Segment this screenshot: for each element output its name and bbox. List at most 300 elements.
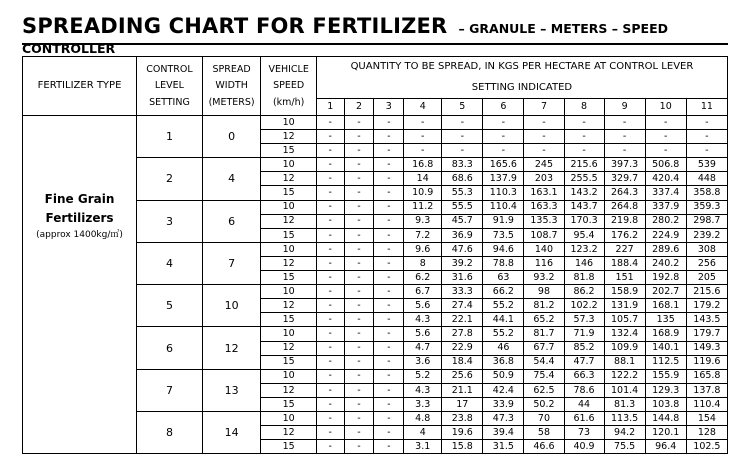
quantity-cell: 4.3 bbox=[404, 313, 442, 327]
quantity-cell: - bbox=[374, 144, 404, 158]
quantity-cell: 245 bbox=[524, 158, 564, 172]
quantity-cell: 31.5 bbox=[483, 440, 524, 454]
quantity-cell: 264.3 bbox=[604, 186, 645, 200]
quantity-cell: 17 bbox=[442, 397, 483, 411]
vehicle-speed-cell: 15 bbox=[261, 186, 316, 200]
quantity-cell: 4.3 bbox=[404, 383, 442, 397]
quantity-cell: - bbox=[404, 144, 442, 158]
quantity-cell: 227 bbox=[604, 242, 645, 256]
quantity-cell: 149.3 bbox=[686, 341, 727, 355]
quantity-cell: 101.4 bbox=[604, 383, 645, 397]
quantity-cell: 108.7 bbox=[524, 228, 564, 242]
header-control-level-line1: CONTROL bbox=[146, 63, 193, 75]
quantity-cell: 85.2 bbox=[564, 341, 604, 355]
quantity-cell: - bbox=[316, 397, 344, 411]
quantity-cell: 58 bbox=[524, 426, 564, 440]
setting-header-7: 7 bbox=[524, 99, 564, 116]
quantity-cell: 44.1 bbox=[483, 313, 524, 327]
setting-header-8: 8 bbox=[564, 99, 604, 116]
vehicle-speed-cell: 10 bbox=[261, 200, 316, 214]
vehicle-speed-cell: 15 bbox=[261, 271, 316, 285]
quantity-cell: 42.4 bbox=[483, 383, 524, 397]
quantity-cell: 264.8 bbox=[604, 200, 645, 214]
quantity-cell: 155.9 bbox=[645, 369, 686, 383]
quantity-cell: 203 bbox=[524, 172, 564, 186]
quantity-cell: - bbox=[316, 426, 344, 440]
control-level-cell: 5 bbox=[137, 285, 203, 327]
quantity-cell: 358.8 bbox=[686, 186, 727, 200]
quantity-cell: - bbox=[344, 172, 374, 186]
setting-header-2: 2 bbox=[344, 99, 374, 116]
quantity-cell: 144.8 bbox=[645, 411, 686, 425]
quantity-cell: - bbox=[316, 214, 344, 228]
fertilizer-density-note: (approx 1400kg/㎥) bbox=[36, 230, 123, 241]
quantity-cell: 96.4 bbox=[645, 440, 686, 454]
header-spread-width-line3: (METERS) bbox=[208, 96, 255, 108]
fertilizer-type-cell bbox=[23, 116, 137, 454]
title-subtitle: – GRANULE – METERS – SPEED CONTROLLER bbox=[22, 21, 669, 56]
quantity-cell: 397.3 bbox=[604, 158, 645, 172]
quantity-cell: 66.3 bbox=[564, 369, 604, 383]
control-level-cell: 3 bbox=[137, 200, 203, 242]
quantity-cell: 308 bbox=[686, 242, 727, 256]
quantity-cell: 163.1 bbox=[524, 186, 564, 200]
quantity-cell: - bbox=[374, 355, 404, 369]
quantity-cell: - bbox=[344, 355, 374, 369]
quantity-cell: - bbox=[316, 285, 344, 299]
quantity-cell: - bbox=[316, 411, 344, 425]
quantity-cell: 50.9 bbox=[483, 369, 524, 383]
quantity-cell: 73 bbox=[564, 426, 604, 440]
quantity-cell: 27.4 bbox=[442, 299, 483, 313]
quantity-cell: 83.3 bbox=[442, 158, 483, 172]
quantity-cell: 151 bbox=[604, 271, 645, 285]
quantity-cell: 170.3 bbox=[564, 214, 604, 228]
header-vehicle-speed bbox=[261, 57, 316, 116]
vehicle-speed-cell: 10 bbox=[261, 242, 316, 256]
quantity-cell: 113.5 bbox=[604, 411, 645, 425]
quantity-cell: 129.3 bbox=[645, 383, 686, 397]
quantity-cell: 219.8 bbox=[604, 214, 645, 228]
quantity-cell: - bbox=[374, 397, 404, 411]
quantity-cell: 46.6 bbox=[524, 440, 564, 454]
control-level-cell: 4 bbox=[137, 242, 203, 284]
quantity-cell: 4.8 bbox=[404, 411, 442, 425]
quantity-cell: 5.2 bbox=[404, 369, 442, 383]
quantity-cell: 94.6 bbox=[483, 242, 524, 256]
vehicle-speed-cell: 12 bbox=[261, 299, 316, 313]
quantity-cell: 298.7 bbox=[686, 214, 727, 228]
quantity-cell: - bbox=[604, 130, 645, 144]
quantity-cell: 75.5 bbox=[604, 440, 645, 454]
quantity-cell: - bbox=[344, 200, 374, 214]
vehicle-speed-cell: 15 bbox=[261, 355, 316, 369]
quantity-cell: - bbox=[316, 355, 344, 369]
quantity-cell: 110.4 bbox=[483, 200, 524, 214]
quantity-cell: 102.5 bbox=[686, 440, 727, 454]
quantity-cell: - bbox=[604, 144, 645, 158]
quantity-cell: - bbox=[316, 130, 344, 144]
quantity-cell: 8 bbox=[404, 256, 442, 270]
quantity-cell: 137.9 bbox=[483, 172, 524, 186]
title-underline bbox=[22, 43, 728, 45]
quantity-cell: - bbox=[524, 144, 564, 158]
quantity-cell: 143.7 bbox=[564, 200, 604, 214]
quantity-cell: 93.2 bbox=[524, 271, 564, 285]
vehicle-speed-cell: 15 bbox=[261, 228, 316, 242]
quantity-cell: 120.1 bbox=[645, 426, 686, 440]
quantity-cell: 22.9 bbox=[442, 341, 483, 355]
quantity-cell: 420.4 bbox=[645, 172, 686, 186]
quantity-cell: 135.3 bbox=[524, 214, 564, 228]
quantity-cell: - bbox=[316, 271, 344, 285]
quantity-cell: 21.1 bbox=[442, 383, 483, 397]
quantity-cell: - bbox=[344, 341, 374, 355]
vehicle-speed-cell: 12 bbox=[261, 172, 316, 186]
quantity-cell: 5.6 bbox=[404, 327, 442, 341]
vehicle-speed-cell: 15 bbox=[261, 313, 316, 327]
quantity-cell: 14 bbox=[404, 172, 442, 186]
quantity-cell: 81.8 bbox=[564, 271, 604, 285]
quantity-cell: - bbox=[404, 130, 442, 144]
quantity-cell: 205 bbox=[686, 271, 727, 285]
header-spread-width-line2: WIDTH bbox=[215, 80, 248, 92]
quantity-cell: - bbox=[374, 228, 404, 242]
quantity-cell: 135 bbox=[645, 313, 686, 327]
quantity-cell: - bbox=[344, 116, 374, 130]
quantity-cell: - bbox=[316, 327, 344, 341]
quantity-cell: 88.1 bbox=[604, 355, 645, 369]
quantity-cell: 61.6 bbox=[564, 411, 604, 425]
quantity-cell: 27.8 bbox=[442, 327, 483, 341]
quantity-cell: 11.2 bbox=[404, 200, 442, 214]
quantity-cell: 158.9 bbox=[604, 285, 645, 299]
setting-header-11: 11 bbox=[686, 99, 727, 116]
quantity-cell: 16.8 bbox=[404, 158, 442, 172]
quantity-cell: - bbox=[564, 130, 604, 144]
quantity-cell: 4.7 bbox=[404, 341, 442, 355]
quantity-cell: - bbox=[645, 144, 686, 158]
quantity-cell: 448 bbox=[686, 172, 727, 186]
quantity-cell: 165.6 bbox=[483, 158, 524, 172]
quantity-cell: 65.2 bbox=[524, 313, 564, 327]
quantity-cell: 359.3 bbox=[686, 200, 727, 214]
quantity-cell: 18.4 bbox=[442, 355, 483, 369]
quantity-cell: 33.9 bbox=[483, 397, 524, 411]
quantity-cell: - bbox=[374, 341, 404, 355]
quantity-cell: 168.9 bbox=[645, 327, 686, 341]
quantity-cell: 36.9 bbox=[442, 228, 483, 242]
vehicle-speed-cell: 12 bbox=[261, 256, 316, 270]
quantity-cell: - bbox=[316, 228, 344, 242]
spread-width-cell: 7 bbox=[202, 242, 261, 284]
quantity-cell: - bbox=[564, 144, 604, 158]
title-main: SPREADING CHART FOR FERTILIZER bbox=[22, 14, 448, 38]
quantity-cell: 179.2 bbox=[686, 299, 727, 313]
quantity-cell: 176.2 bbox=[604, 228, 645, 242]
quantity-cell: 78.8 bbox=[483, 256, 524, 270]
quantity-cell: - bbox=[374, 299, 404, 313]
quantity-cell: 63 bbox=[483, 271, 524, 285]
quantity-cell: 192.8 bbox=[645, 271, 686, 285]
quantity-cell: 109.9 bbox=[604, 341, 645, 355]
quantity-cell: 165.8 bbox=[686, 369, 727, 383]
quantity-cell: 110.3 bbox=[483, 186, 524, 200]
quantity-cell: 54.4 bbox=[524, 355, 564, 369]
quantity-cell: 539 bbox=[686, 158, 727, 172]
header-quantity-line1: QUANTITY TO BE SPREAD, IN KGS PER HECTARE AT CONTROL LEVER bbox=[316, 57, 727, 78]
spread-width-cell: 0 bbox=[202, 116, 261, 158]
quantity-cell: 123.2 bbox=[564, 242, 604, 256]
quantity-cell: 55.3 bbox=[442, 186, 483, 200]
quantity-cell: 25.6 bbox=[442, 369, 483, 383]
quantity-cell: 98 bbox=[524, 285, 564, 299]
quantity-cell: 33.3 bbox=[442, 285, 483, 299]
quantity-cell: 81.2 bbox=[524, 299, 564, 313]
quantity-cell: 119.6 bbox=[686, 355, 727, 369]
header-vehicle-speed-line2: SPEED bbox=[273, 80, 305, 92]
quantity-cell: - bbox=[442, 130, 483, 144]
quantity-cell: 105.7 bbox=[604, 313, 645, 327]
quantity-cell: - bbox=[344, 256, 374, 270]
quantity-cell: 7.2 bbox=[404, 228, 442, 242]
quantity-cell: 143.5 bbox=[686, 313, 727, 327]
quantity-cell: - bbox=[316, 256, 344, 270]
quantity-cell: - bbox=[344, 242, 374, 256]
quantity-cell: 110.4 bbox=[686, 397, 727, 411]
setting-header-1: 1 bbox=[316, 99, 344, 116]
quantity-cell: 50.2 bbox=[524, 397, 564, 411]
quantity-cell: 6.2 bbox=[404, 271, 442, 285]
quantity-cell: 39.4 bbox=[483, 426, 524, 440]
quantity-cell: - bbox=[316, 440, 344, 454]
spread-width-cell: 12 bbox=[202, 327, 261, 369]
quantity-cell: 55.2 bbox=[483, 299, 524, 313]
quantity-cell: 47.7 bbox=[564, 355, 604, 369]
quantity-cell: 143.2 bbox=[564, 186, 604, 200]
quantity-cell: - bbox=[442, 116, 483, 130]
quantity-cell: 68.6 bbox=[442, 172, 483, 186]
vehicle-speed-cell: 10 bbox=[261, 158, 316, 172]
quantity-cell: 506.8 bbox=[645, 158, 686, 172]
setting-header-9: 9 bbox=[604, 99, 645, 116]
quantity-cell: - bbox=[316, 383, 344, 397]
quantity-cell: 31.6 bbox=[442, 271, 483, 285]
quantity-cell: 3.3 bbox=[404, 397, 442, 411]
quantity-cell: 95.4 bbox=[564, 228, 604, 242]
header-control-level bbox=[137, 57, 203, 116]
header-spread-width-line1: SPREAD bbox=[212, 63, 251, 75]
quantity-cell: - bbox=[344, 228, 374, 242]
quantity-cell: 81.3 bbox=[604, 397, 645, 411]
quantity-cell: - bbox=[316, 242, 344, 256]
quantity-cell: 39.2 bbox=[442, 256, 483, 270]
quantity-cell: - bbox=[344, 411, 374, 425]
quantity-cell: - bbox=[374, 214, 404, 228]
quantity-cell: 202.7 bbox=[645, 285, 686, 299]
control-level-cell: 6 bbox=[137, 327, 203, 369]
quantity-cell: - bbox=[483, 144, 524, 158]
quantity-cell: 23.8 bbox=[442, 411, 483, 425]
quantity-cell: 91.9 bbox=[483, 214, 524, 228]
quantity-cell: 132.4 bbox=[604, 327, 645, 341]
quantity-cell: 62.5 bbox=[524, 383, 564, 397]
quantity-cell: - bbox=[374, 313, 404, 327]
quantity-cell: - bbox=[316, 144, 344, 158]
quantity-cell: 337.4 bbox=[645, 186, 686, 200]
fertilizer-name-line1: Fine Grain bbox=[44, 192, 115, 206]
quantity-cell: 102.2 bbox=[564, 299, 604, 313]
quantity-cell: - bbox=[316, 369, 344, 383]
quantity-cell: 6.7 bbox=[404, 285, 442, 299]
vehicle-speed-cell: 10 bbox=[261, 327, 316, 341]
quantity-cell: 256 bbox=[686, 256, 727, 270]
vehicle-speed-cell: 12 bbox=[261, 341, 316, 355]
quantity-cell: 289.6 bbox=[645, 242, 686, 256]
quantity-cell: 140.1 bbox=[645, 341, 686, 355]
quantity-cell: - bbox=[374, 116, 404, 130]
quantity-cell: - bbox=[344, 271, 374, 285]
quantity-cell: 78.6 bbox=[564, 383, 604, 397]
quantity-cell: - bbox=[374, 186, 404, 200]
vehicle-speed-cell: 12 bbox=[261, 214, 316, 228]
quantity-cell: - bbox=[344, 383, 374, 397]
quantity-cell: - bbox=[524, 130, 564, 144]
quantity-cell: 86.2 bbox=[564, 285, 604, 299]
quantity-cell: - bbox=[316, 313, 344, 327]
quantity-cell: 10.9 bbox=[404, 186, 442, 200]
quantity-cell: - bbox=[645, 130, 686, 144]
quantity-cell: - bbox=[344, 144, 374, 158]
quantity-cell: - bbox=[316, 341, 344, 355]
quantity-cell: - bbox=[374, 130, 404, 144]
quantity-cell: - bbox=[344, 130, 374, 144]
quantity-cell: 137.8 bbox=[686, 383, 727, 397]
table-row bbox=[23, 116, 728, 130]
vehicle-speed-cell: 12 bbox=[261, 383, 316, 397]
quantity-cell: 215.6 bbox=[686, 285, 727, 299]
header-control-level-line3: SETTING bbox=[149, 96, 190, 108]
quantity-cell: - bbox=[344, 313, 374, 327]
quantity-cell: 81.7 bbox=[524, 327, 564, 341]
quantity-cell: 36.8 bbox=[483, 355, 524, 369]
quantity-cell: 73.5 bbox=[483, 228, 524, 242]
quantity-cell: 188.4 bbox=[604, 256, 645, 270]
quantity-cell: 22.1 bbox=[442, 313, 483, 327]
quantity-cell: - bbox=[686, 130, 727, 144]
quantity-cell: - bbox=[442, 144, 483, 158]
header-vehicle-speed-line3: (km/h) bbox=[272, 96, 305, 108]
control-level-cell: 2 bbox=[137, 158, 203, 200]
quantity-cell: 122.2 bbox=[604, 369, 645, 383]
vehicle-speed-cell: 12 bbox=[261, 426, 316, 440]
quantity-cell: - bbox=[344, 285, 374, 299]
quantity-cell: 9.3 bbox=[404, 214, 442, 228]
quantity-cell: - bbox=[344, 440, 374, 454]
setting-header-5: 5 bbox=[442, 99, 483, 116]
quantity-cell: - bbox=[374, 200, 404, 214]
quantity-cell: 140 bbox=[524, 242, 564, 256]
spread-width-cell: 4 bbox=[202, 158, 261, 200]
spread-width-cell: 10 bbox=[202, 285, 261, 327]
quantity-cell: 94.2 bbox=[604, 426, 645, 440]
vehicle-speed-cell: 15 bbox=[261, 440, 316, 454]
quantity-cell: 47.6 bbox=[442, 242, 483, 256]
quantity-cell: - bbox=[316, 172, 344, 186]
quantity-cell: - bbox=[344, 214, 374, 228]
quantity-cell: 45.7 bbox=[442, 214, 483, 228]
quantity-cell: 103.8 bbox=[645, 397, 686, 411]
quantity-cell: - bbox=[316, 200, 344, 214]
vehicle-speed-cell: 10 bbox=[261, 116, 316, 130]
quantity-cell: 163.3 bbox=[524, 200, 564, 214]
quantity-cell: - bbox=[316, 299, 344, 313]
vehicle-speed-cell: 15 bbox=[261, 397, 316, 411]
quantity-cell: - bbox=[316, 186, 344, 200]
quantity-cell: - bbox=[483, 116, 524, 130]
quantity-cell: - bbox=[344, 186, 374, 200]
quantity-cell: 46 bbox=[483, 341, 524, 355]
quantity-cell: 128 bbox=[686, 426, 727, 440]
quantity-cell: - bbox=[374, 440, 404, 454]
quantity-cell: - bbox=[344, 158, 374, 172]
quantity-cell: 131.9 bbox=[604, 299, 645, 313]
quantity-cell: - bbox=[524, 116, 564, 130]
setting-header-10: 10 bbox=[645, 99, 686, 116]
control-level-cell: 8 bbox=[137, 411, 203, 453]
quantity-cell: - bbox=[374, 327, 404, 341]
quantity-cell: - bbox=[374, 383, 404, 397]
quantity-cell: - bbox=[374, 285, 404, 299]
vehicle-speed-cell: 10 bbox=[261, 369, 316, 383]
quantity-cell: - bbox=[564, 116, 604, 130]
quantity-cell: - bbox=[344, 327, 374, 341]
setting-header-3: 3 bbox=[374, 99, 404, 116]
vehicle-speed-cell: 12 bbox=[261, 130, 316, 144]
quantity-cell: - bbox=[374, 271, 404, 285]
quantity-cell: - bbox=[344, 397, 374, 411]
setting-header-4: 4 bbox=[404, 99, 442, 116]
quantity-cell: 280.2 bbox=[645, 214, 686, 228]
quantity-cell: 215.6 bbox=[564, 158, 604, 172]
quantity-cell: 239.2 bbox=[686, 228, 727, 242]
quantity-cell: - bbox=[374, 411, 404, 425]
chart-body bbox=[23, 116, 728, 454]
vehicle-speed-cell: 10 bbox=[261, 411, 316, 425]
quantity-cell: - bbox=[316, 116, 344, 130]
quantity-cell: - bbox=[604, 116, 645, 130]
quantity-cell: - bbox=[374, 242, 404, 256]
quantity-cell: - bbox=[483, 130, 524, 144]
vehicle-speed-cell: 10 bbox=[261, 285, 316, 299]
quantity-cell: 57.3 bbox=[564, 313, 604, 327]
spreading-chart-table bbox=[22, 56, 728, 454]
quantity-cell: 15.8 bbox=[442, 440, 483, 454]
quantity-cell: - bbox=[344, 299, 374, 313]
quantity-cell: 47.3 bbox=[483, 411, 524, 425]
quantity-cell: 224.9 bbox=[645, 228, 686, 242]
quantity-cell: - bbox=[374, 256, 404, 270]
header-control-level-line2: LEVEL bbox=[154, 80, 184, 92]
quantity-cell: 116 bbox=[524, 256, 564, 270]
quantity-cell: 179.7 bbox=[686, 327, 727, 341]
chart-title bbox=[22, 14, 728, 56]
quantity-cell: 3.1 bbox=[404, 440, 442, 454]
quantity-cell: - bbox=[686, 116, 727, 130]
quantity-cell: 40.9 bbox=[564, 440, 604, 454]
spread-width-cell: 6 bbox=[202, 200, 261, 242]
quantity-cell: 112.5 bbox=[645, 355, 686, 369]
